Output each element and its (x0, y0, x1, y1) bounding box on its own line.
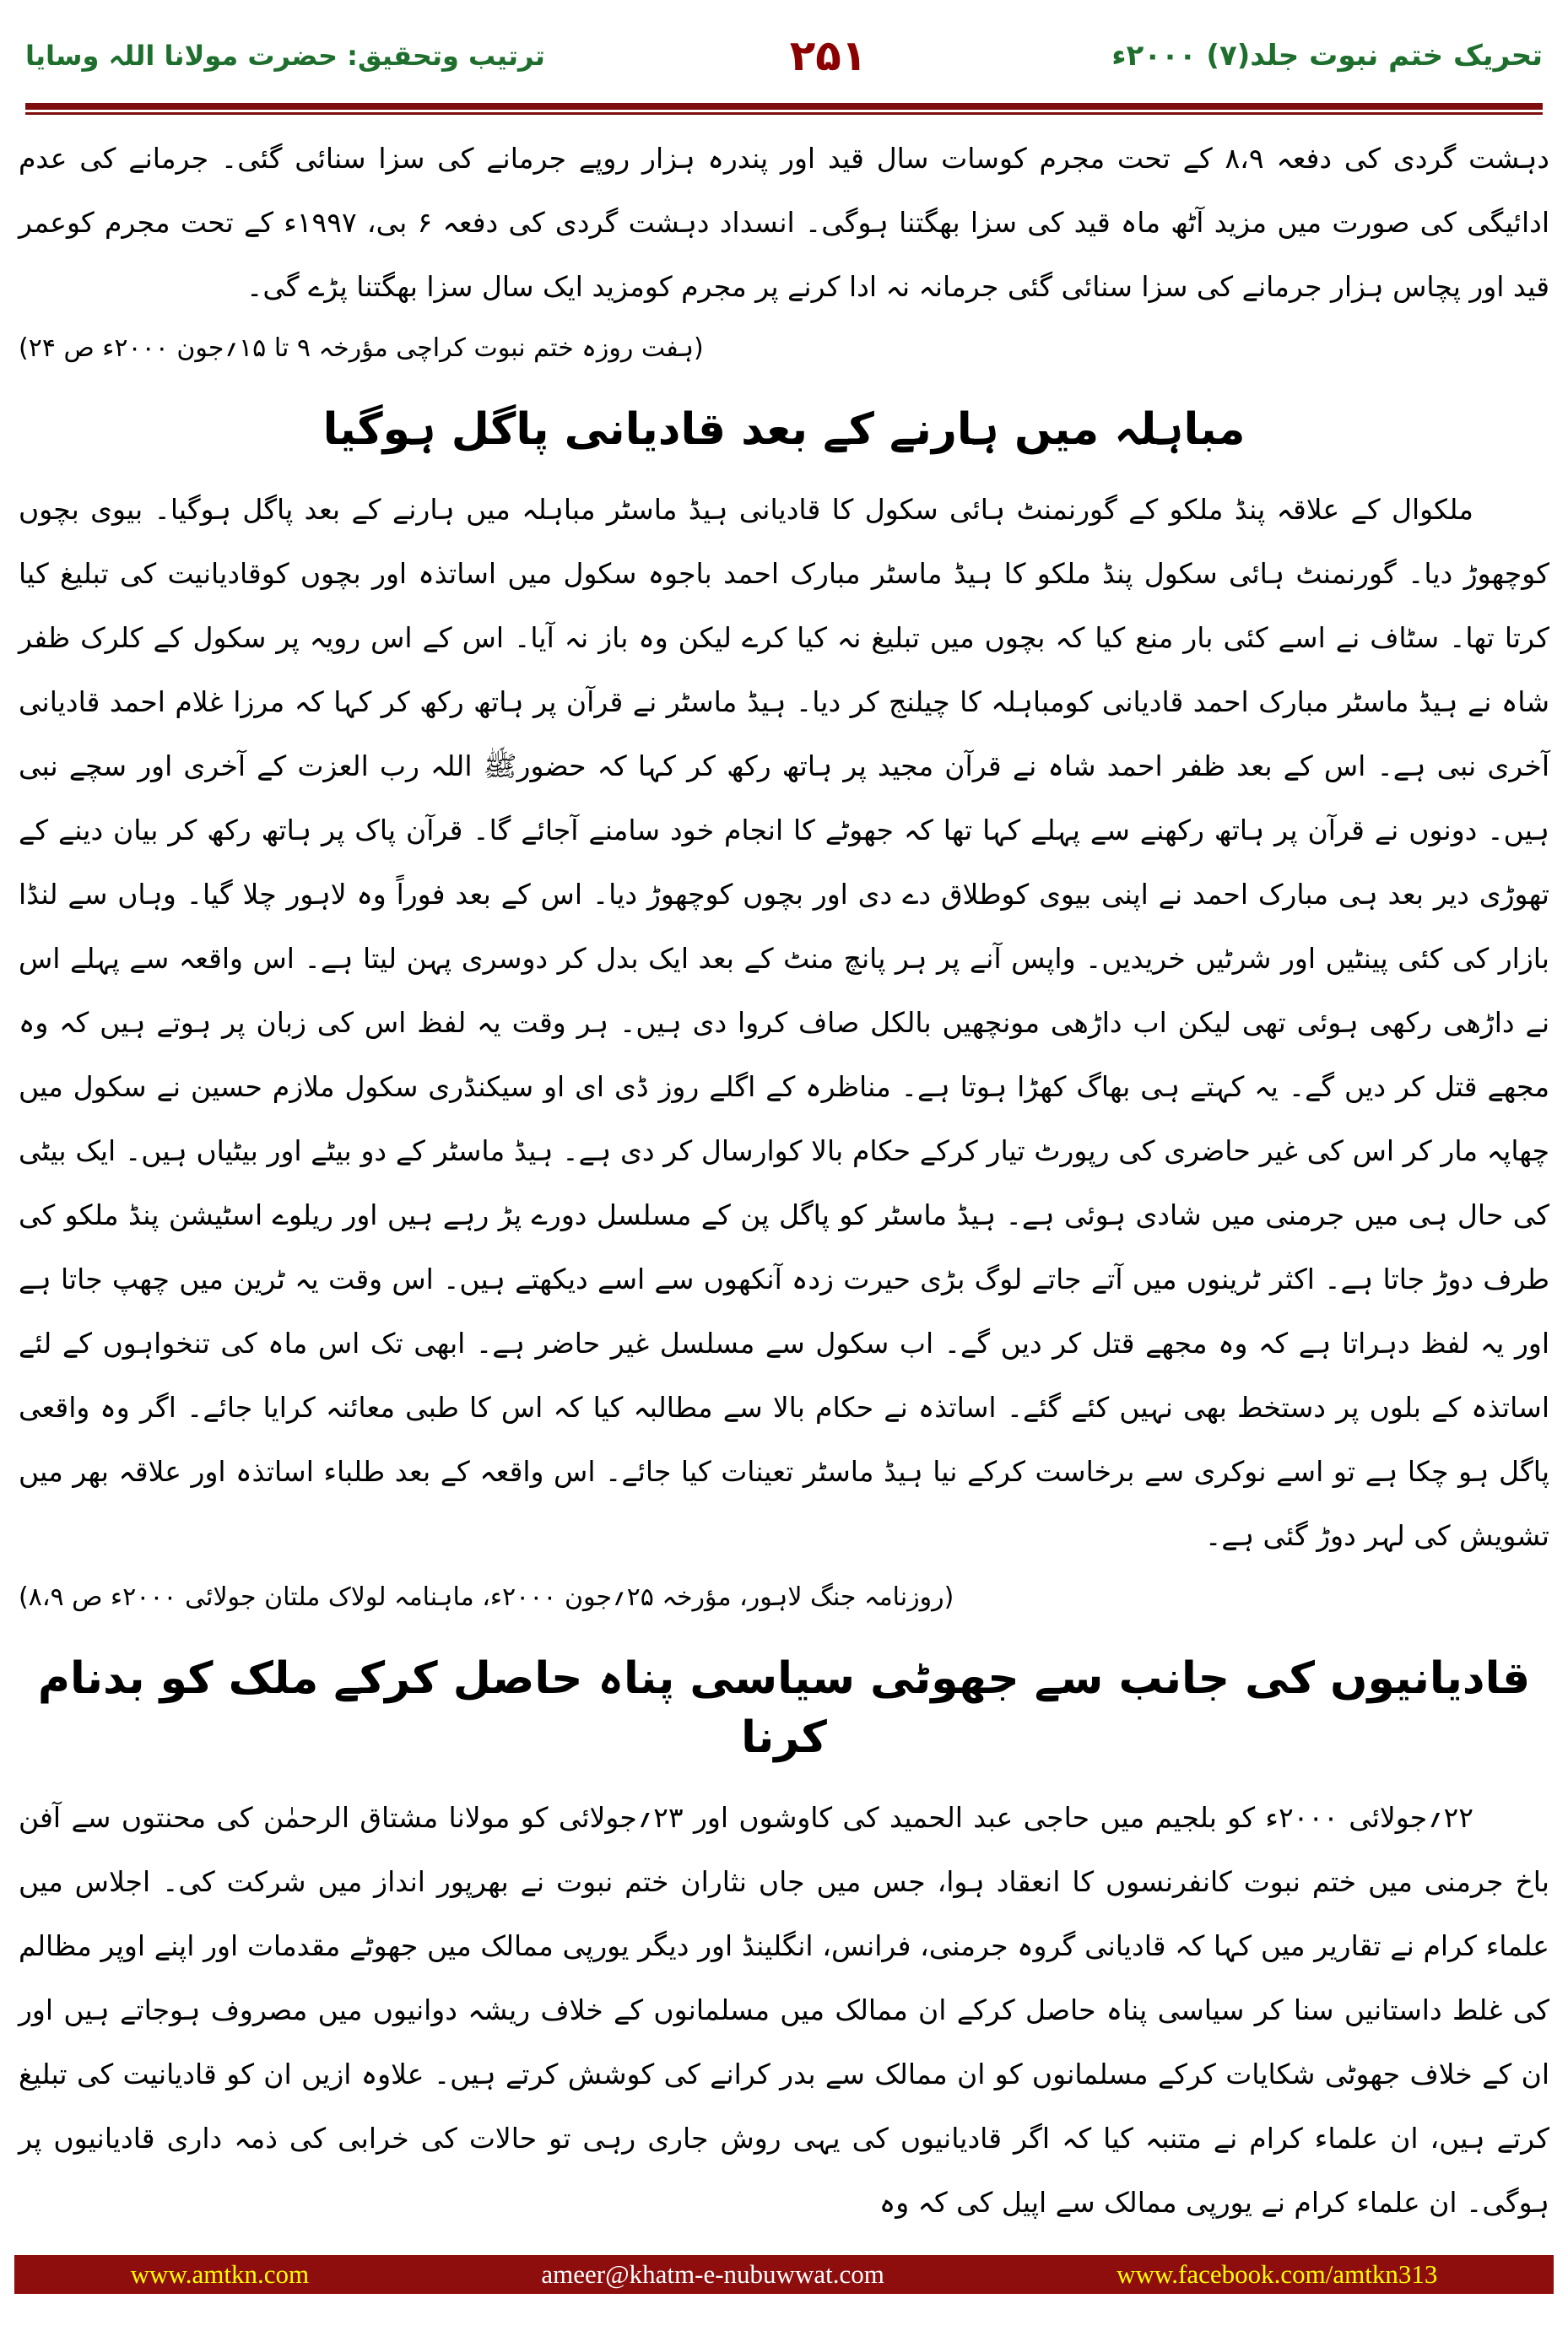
book-title: تحریک ختم نبوت جلد(۷) ۲۰۰۰ء (1111, 39, 1543, 73)
divider-thin-line (25, 112, 1543, 115)
citation-jang-lahore: (روزنامہ جنگ لاہور، مؤرخہ ۲۵؍جون ۲۰۰۰ء، ماہنامہ لولاک ملتان جولائی ۲۰۰۰ء ص ۸،۹) (19, 1582, 954, 1612)
paragraph-terrorism-sentence: دہشت گردی کی دفعہ ۸،۹ کے تحت مجرم کوسات سال قید اور پندرہ ہزار روپے جرمانے کی سزا سنائی گئی۔ جرمانے کی عدم ادائیگی کی صورت میں مزید آٹھ ماہ قید کی سزا بھگتنا ہوگی۔ انسداد دہشت گردی کی دفعہ ۶ بی، ۱۹۹۷ء کے تحت مجرم کوعمر قید اور پچاس ہزار جرمانے کی سزا سنائی گئی جرمانہ نہ ادا کرنے پر مجرم کومزید ایک سال سزا بھگتنا پڑے گی۔ (19, 142, 1550, 303)
citation-khatm-e-nubuwwat-weekly: (ہفت روزہ ختم نبوت کراچی مؤرخہ ۹ تا ۱۵؍جون ۲۰۰۰ء ص ۲۴) (19, 333, 704, 363)
section-heading-political-asylum: قادیانیوں کی جانب سے جھوٹی سیاسی پناہ حاصل کرکے ملک کو بدنام کرنا (37, 1653, 1531, 1763)
page-body (19, 127, 1549, 2235)
paragraph-conferences-europe: ۲۲؍جولائی ۲۰۰۰ء کو بلجیم میں حاجی عبد الحمید کی کاوشوں اور ۲۳؍جولائی کو مولانا مشتاق الرحمٰن کی محنتوں سے آفن باخ جرمنی میں ختم نبوت کانفرنسوں کا انعقاد ہوا، جس میں جاں نثاران ختم نبوت نے بھرپور انداز میں شرکت کی۔ اجلاس میں علماء کرام نے تقاریر میں کہا کہ قادیانی گروہ جرمنی، فرانس، انگلینڈ اور دیگر یورپی ممالک میں جھوٹے مقدمات اور اپنے اوپر مظالم کی غلط داستانیں سنا کر سیاسی پناہ حاصل کرکے ان ممالک میں مسلمانوں کے خلاف ریشہ دوانیوں میں مصروف ہوجاتے ہیں اور ان کے خلاف جھوٹی شکایات کرکے مسلمانوں کو ان ممالک سے بدر کرانے کی کوشش کرتے ہیں۔ علاوہ ازیں ان کو قادیانیت کی تبلیغ کرتے ہیں، ان علماء کرام نے متنبہ کیا کہ اگر قادیانیوں کی یہی روش جاری رہی تو حالات کی خرابی کی ذمہ داری قادیانیوں پر ہوگی۔ ان علماء کرام نے یورپی ممالک سے اپیل کی کہ وہ (19, 1801, 1549, 2219)
paragraph-headmaster-story: ملکوال کے علاقہ پنڈ ملکو کے گورنمنٹ ہائی سکول کا قادیانی ہیڈ ماسٹر مباہلہ میں ہارنے کے بعد پاگل ہوگیا۔ بیوی بچوں کوچھوڑ دیا۔ گورنمنٹ ہائی سکول پنڈ ملکو کا ہیڈ ماسٹر مبارک احمد باجوہ سکول میں اساتذہ اور بچوں کوقادیانیت کی تبلیغ کیا کرتا تھا۔ سٹاف نے اسے کئی بار منع کیا کہ بچوں میں تبلیغ نہ کیا کرے لیکن وہ باز نہ آیا۔ اس کے اس رویہ پر سکول کے کلرک ظفر شاہ نے ہیڈ ماسٹر مبارک احمد قادیانی کومباہلہ کا چیلنج کر دیا۔ ہیڈ ماسٹر نے قرآن پر ہاتھ رکھ کر کہا کہ مرزا غلام احمد قادیانی آخری نبی ہے۔ اس کے بعد ظفر احمد شاہ نے قرآن مجید پر ہاتھ رکھ کر کہا کہ حضورﷺ اللہ رب العزت کے آخری اور سچے نبی ہیں۔ دونوں نے قرآن پر ہاتھ رکھنے سے پہلے کہا تھا کہ جھوٹے کا انجام خود سامنے آجائے گا۔ قرآن پاک پر ہاتھ رکھ کر بیان دینے کے تھوڑی دیر بعد ہی مبارک احمد نے اپنی بیوی کوطلاق دے دی اور بچوں کوچھوڑ دیا۔ اس کے بعد فوراً وہ لاہور چلا گیا۔ وہاں سے لنڈا بازار کی کئی پینٹیں اور شرٹیں خریدیں۔ واپس آنے پر ہر پانچ منٹ کے بعد ایک بدل کر دوسری پہن لیتا ہے۔ اس واقعہ سے پہلے اس نے داڑھی رکھی ہوئی تھی لیکن اب داڑھی مونچھیں بالکل صاف کروا دی ہیں۔ ہر وقت یہ لفظ اس کی زبان پر ہوتے ہیں کہ وہ مجھے قتل کر دیں گے۔ یہ کہتے ہی بھاگ کھڑا ہوتا ہے۔ مناظرہ کے اگلے روز ڈی ای او سیکنڈری سکول ملازم حسین نے سکول میں چھاپہ مار کر اس کی غیر حاضری کی رپورٹ تیار کرکے حکام بالا کوارسال کر دی ہے۔ ہیڈ ماسٹر کے دو بیٹے اور بیٹیاں ہیں۔ ایک بیٹی کی حال ہی میں جرمنی میں شادی ہوئی ہے۔ ہیڈ ماسٹر کو پاگل پن کے مسلسل دورے پڑ رہے ہیں اور ریلوے اسٹیشن پنڈ ملکو کی طرف دوڑ جاتا ہے۔ اکثر ٹرینوں میں آتے جاتے لوگ بڑی حیرت زدہ آنکھوں سے اسے دیکھتے ہیں۔ اس وقت یہ ٹرین میں چھپ جاتا ہے اور یہ لفظ دہراتا ہے کہ وہ مجھے قتل کر دیں گے۔ اب سکول سے مسلسل غیر حاضر ہے۔ ابھی تک اس ماہ کی تنخواہوں کے لئے اساتذہ کے بلوں پر دستخط بھی نہیں کئے گئے۔ اساتذہ نے حکام بالا سے مطالبہ کیا کہ اس کا طبی معائنہ کرایا جائے۔ اگر وہ واقعی پاگل ہو چکا ہے تو اسے نوکری سے برخاست کرکے نیا ہیڈ ماسٹر تعینات کیا جائے۔ اس واقعہ کے بعد طلباء اساتذہ اور علاقہ بھر میں تشویش کی لہر دوڑ گئی ہے۔ (19, 493, 1549, 1552)
section-heading-mubahila: مباہلہ میں ہارنے کے بعد قادیانی پاگل ہوگیا (322, 404, 1246, 455)
footer-website-link[interactable]: www.amtkn.com (130, 2259, 310, 2289)
footer-facebook-link[interactable]: www.facebook.com/amtkn313 (1117, 2259, 1438, 2289)
header-divider-rule (25, 103, 1543, 116)
page-header (25, 15, 1543, 96)
footer-bar (14, 2255, 1554, 2294)
editor-credit: ترتیب وتحقیق: حضرت مولانا اللہ وسایا (25, 40, 545, 72)
footer-email-link[interactable]: ameer@khatm-e-nubuwwat.com (541, 2259, 884, 2289)
page-number: ۲۵۱ (789, 31, 868, 80)
divider-thick-line (25, 103, 1543, 110)
